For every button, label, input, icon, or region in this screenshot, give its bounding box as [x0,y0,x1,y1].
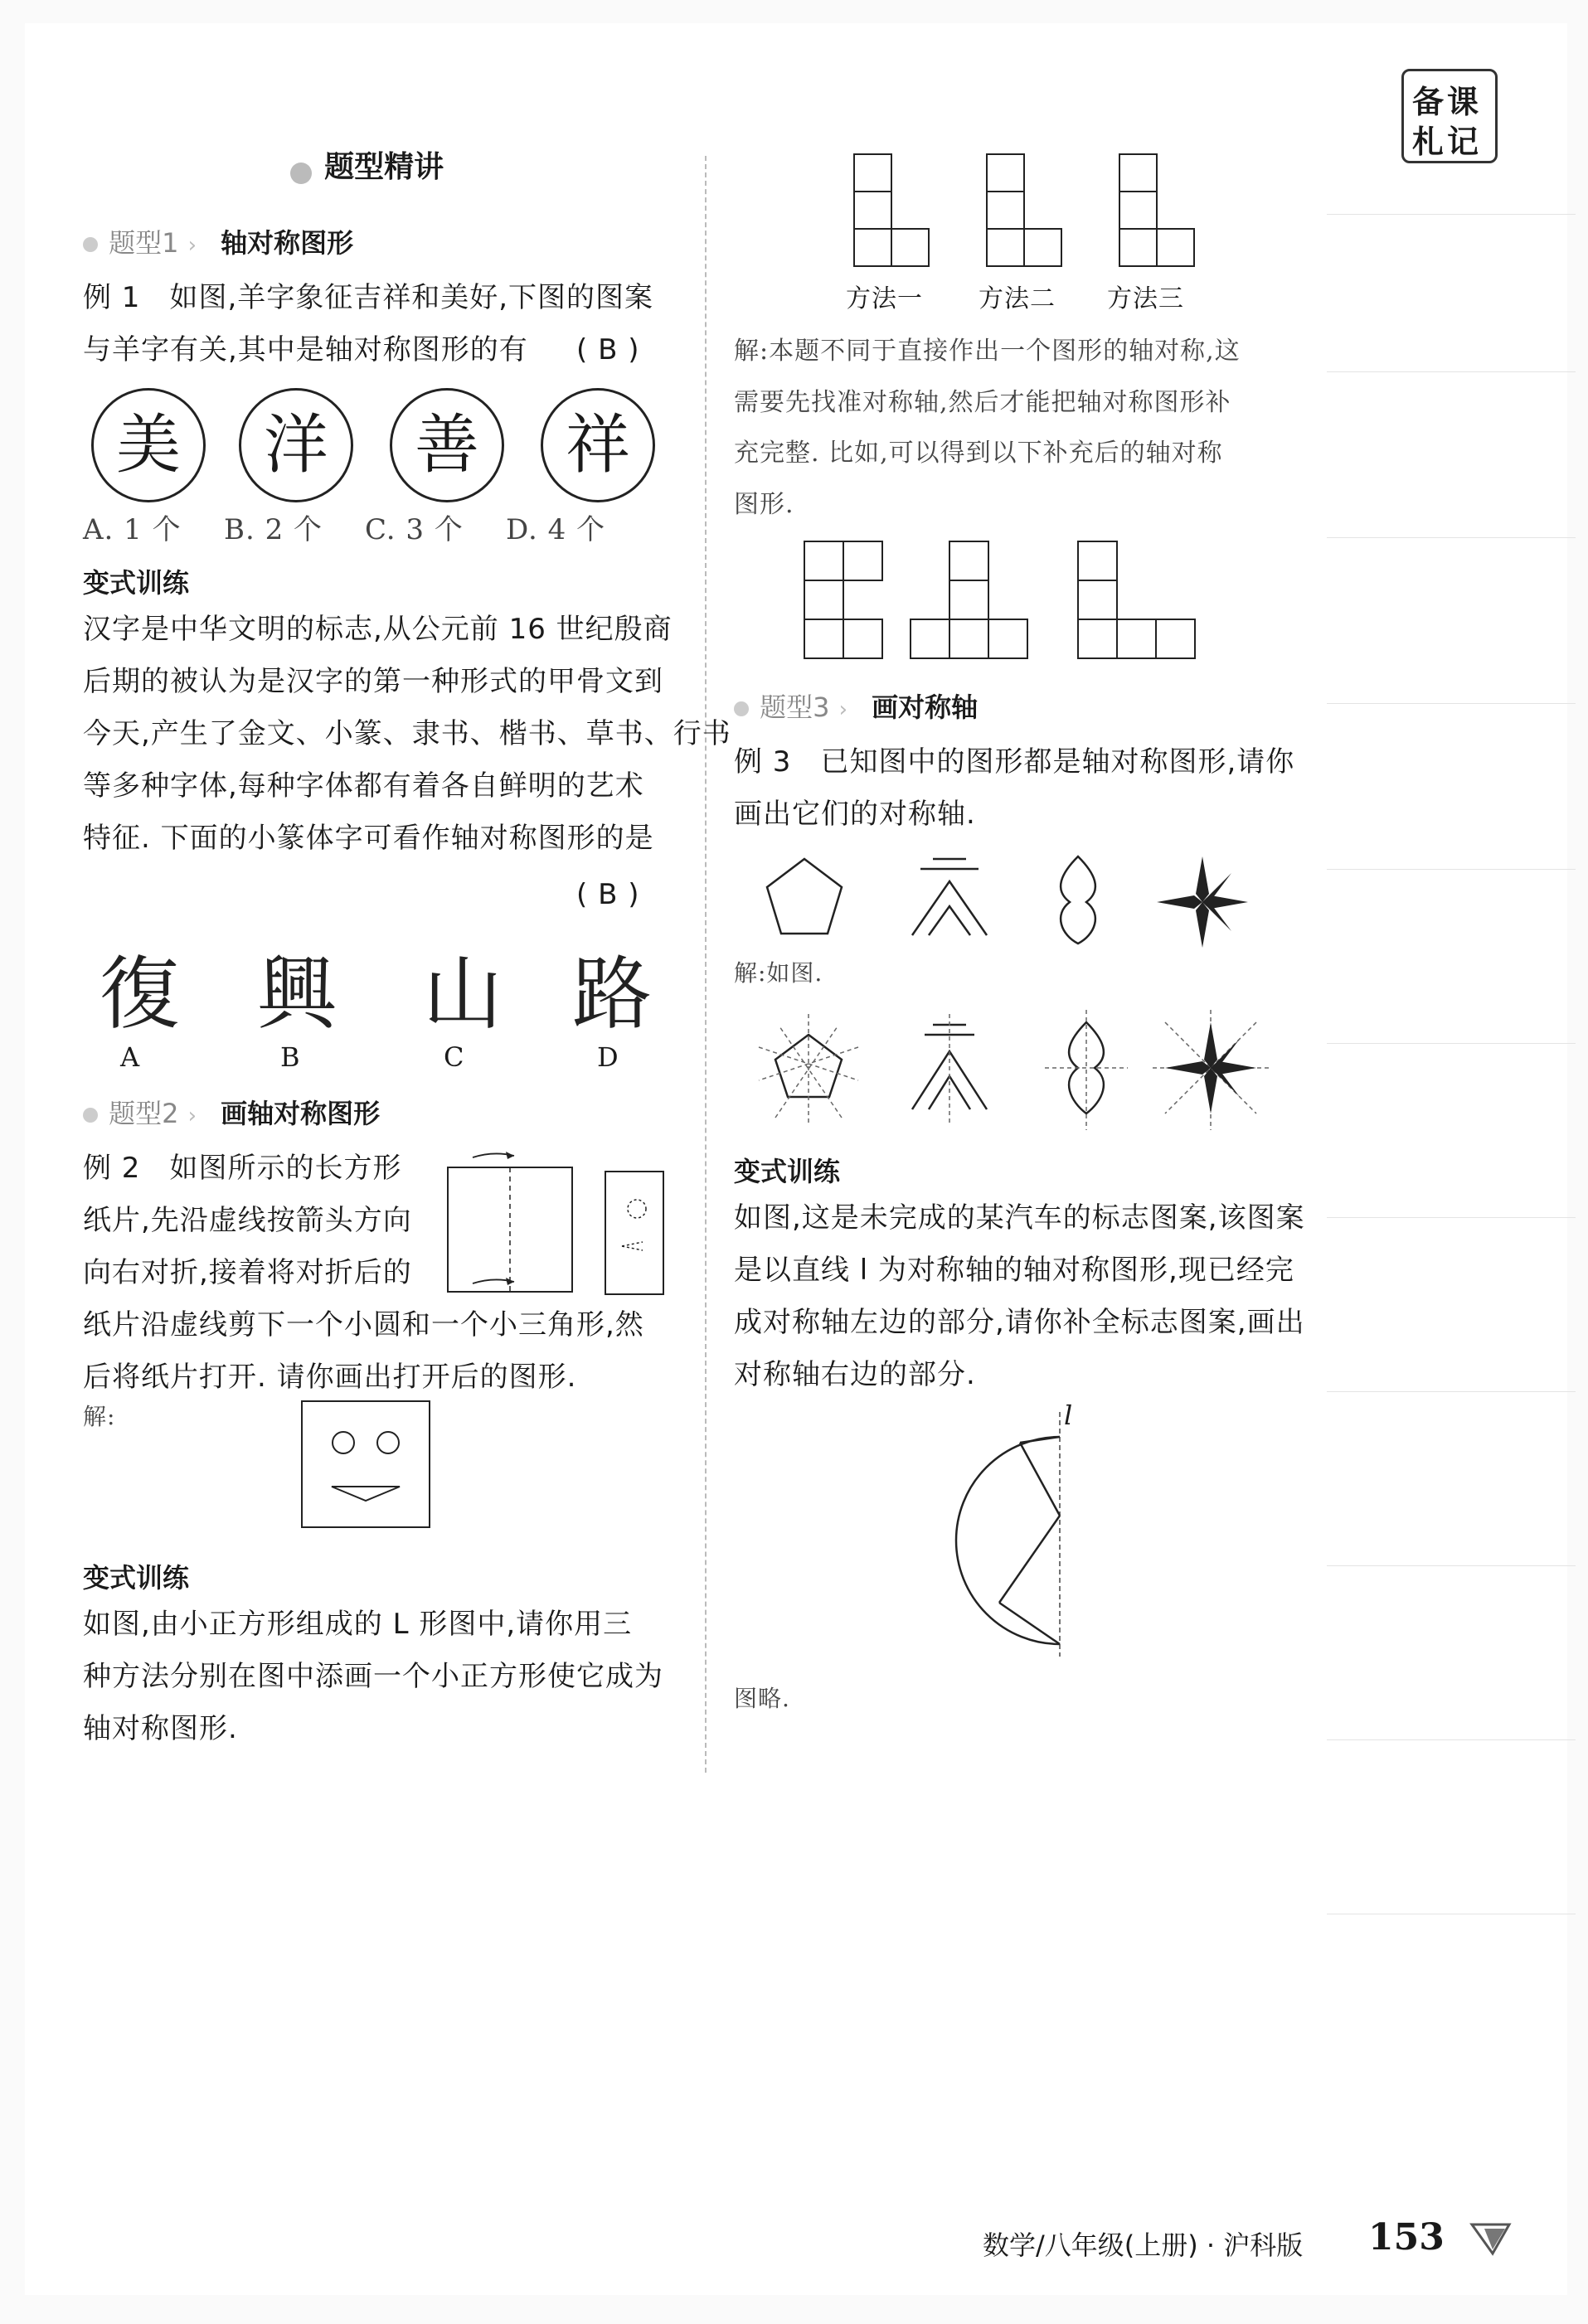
type2-label: 题型2 [109,1098,179,1129]
variant2-title: 变式训练 [83,1562,190,1594]
char-circle: 美 [91,388,206,502]
type2-name: 画轴对称图形 [221,1098,381,1129]
solution2-text [734,326,1241,530]
variant1-line: 后期的被认为是汉字的第一种形式的甲骨文到 [83,664,663,698]
section-header [290,143,444,186]
seal-char: 山 [423,948,503,1041]
ex3-line: 画出它们的对称轴. [734,797,976,831]
char-circle: 祥 [541,388,655,502]
variant1-answer: ( B ) [576,878,640,911]
variant1-line: 今天,产生了金文、小篆、隶书、楷书、草书、行书 [83,716,731,750]
badge-line-1: 备课 [1412,84,1483,120]
ex3-shapes-figure [755,852,1285,952]
ex2-line: 例 2 如图所示的长方形 [83,1152,402,1185]
ex1-line: 与羊字有关,其中是轴对称图形的有 [83,332,528,366]
footer-book: 数学/八年级(上册) · 沪科版 [983,2229,1304,2261]
type3-name: 画对称轴 [872,691,979,723]
seal-letter: A [120,1041,140,1073]
variant2-line: 种方法分别在图中添画一个小正方形使它成为 [83,1659,663,1693]
variant2-text [83,1599,663,1755]
variant1-line: 特征. 下面的小篆体字可看作轴对称图形的是 [83,821,654,855]
ex3-text [734,736,1294,841]
column-divider [705,156,707,1773]
l-shapes-figure [821,129,1202,295]
variant3-title: 变式训练 [734,1156,841,1187]
face-figure [300,1400,433,1532]
seal-char: 復 [100,948,179,1041]
seal-char: 路 [572,948,652,1041]
char-circle: 善 [390,388,504,502]
type3-header: 题型3 › 画对称轴 [734,687,978,725]
type3-label: 题型3 [760,691,830,723]
type1-name: 轴对称图形 [221,227,354,259]
ex2-solution-label: 解: [83,1403,116,1430]
badge-line-2: 札记 [1412,124,1483,160]
variant3-text [734,1192,1305,1401]
ex2-line: 纸片沿虚线剪下一个小圆和一个小三角形,然 [83,1308,644,1342]
type-icon [83,1108,98,1123]
footer-ornament-icon [1468,2220,1518,2262]
ex1-option: A. 1 个 [83,513,182,546]
axis-label: l [1064,1400,1073,1431]
solution2-line: 解:本题不同于直接作出一个图形的轴对称,这 [734,337,1241,366]
method-label: 方法三 [1107,284,1184,313]
variant1-title: 变式训练 [83,567,190,599]
solution2-line: 充完整. 比如,可以得到以下补充后的轴对称 [734,439,1223,468]
variant1-text [83,604,731,864]
ex1-answer: ( B ) [576,333,640,366]
page-number: 153 [1368,2216,1445,2259]
fold-figure [423,1143,672,1308]
type-icon [734,701,749,716]
solution2-line: 需要先找准对称轴,然后才能把轴对称图形补 [734,387,1231,417]
variant3-note: 图略. [734,1685,790,1712]
type2-header: 题型2 › 画轴对称图形 [83,1093,380,1131]
seal-char: 興 [257,948,337,1041]
ex2-line: 纸片,先沿虚线按箭头方向 [83,1203,412,1237]
variant3-line: 对称轴右边的部分. [734,1357,976,1391]
solution2-line: 图形. [734,489,794,519]
variant3-line: 如图,这是未完成的某汽车的标志图案,该图案 [734,1201,1305,1235]
ex1-option: B. 2 个 [224,513,323,546]
completed-shapes-figure [771,529,1236,670]
ex1-line: 例 1 如图,羊字象征吉祥和美好,下图的图案 [83,281,654,314]
page [25,23,1567,2295]
ex3-solution-label: 解:如图. [734,959,823,987]
corner-badge [1401,69,1498,163]
method-label: 方法一 [846,284,923,313]
ex2-line: 向右对折,接着将对折后的 [83,1255,412,1289]
variant2-line: 轴对称图形. [83,1711,238,1745]
car-logo-figure [945,1408,1111,1665]
variant1-line: 汉字是中华文明的标志,从公元前 16 世纪殷商 [83,613,673,646]
method-label: 方法二 [979,284,1056,313]
ex1-option: D. 4 个 [506,513,606,546]
ex1-option: C. 3 个 [365,513,464,546]
type1-header: 题型1 › 轴对称图形 [83,222,353,260]
variant1-line: 等多种字体,每种字体都有着各自鲜明的艺术 [83,769,644,803]
variant2-line: 如图,由小正方形组成的 L 形图中,请你用三 [83,1608,633,1641]
variant3-line: 是以直线 l 为对称轴的轴对称图形,现已经完 [734,1253,1294,1287]
ex2-line: 后将纸片打开. 请你画出打开后的图形. [83,1360,577,1394]
type1-label: 题型1 [109,227,179,259]
type-icon [83,237,98,252]
char-circle: 洋 [239,388,353,502]
seal-letter: B [280,1041,300,1073]
section-title: 题型精讲 [324,150,444,184]
variant3-line: 成对称轴左边的部分,请你补全标志图案,画出 [734,1305,1305,1339]
ex3-line: 例 3 已知图中的图形都是轴对称图形,请你 [734,745,1295,779]
seal-letter: C [444,1041,464,1073]
seal-letter: D [597,1041,619,1073]
ex1-text [83,272,653,376]
section-icon [290,163,312,184]
ex3-solution-figure [746,1010,1294,1134]
